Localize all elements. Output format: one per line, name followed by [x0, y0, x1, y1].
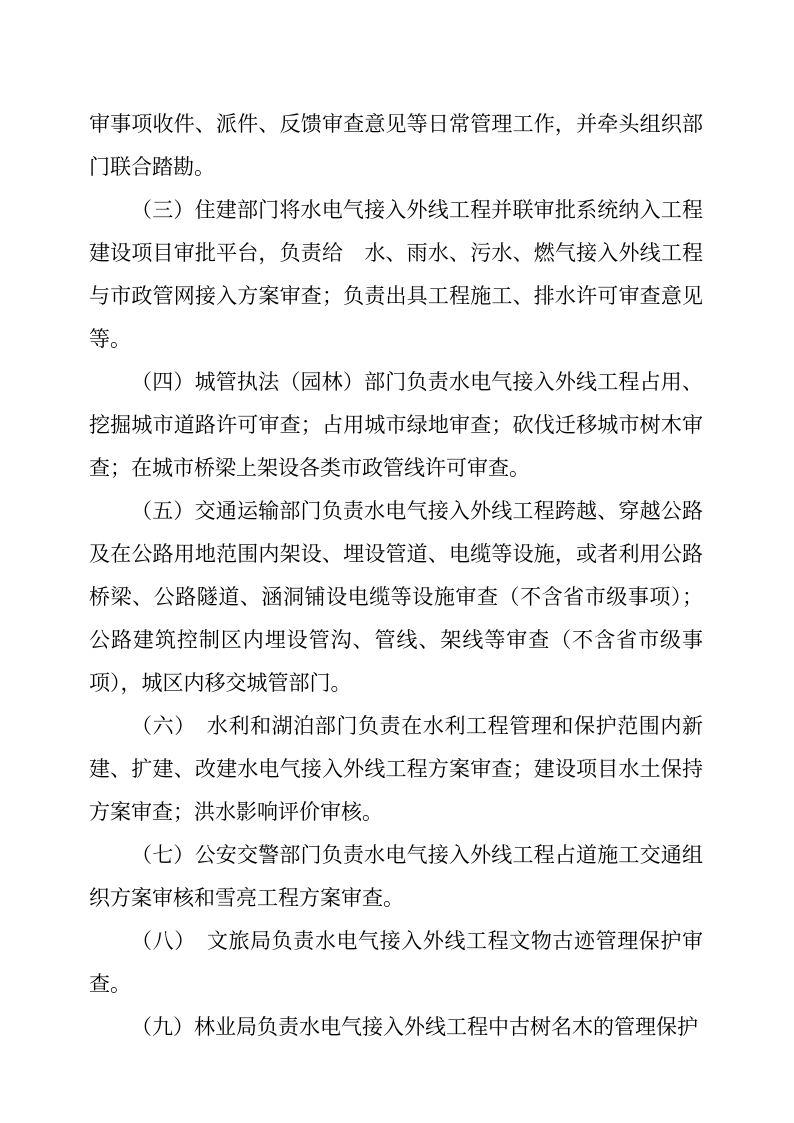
paragraph-item-6: （六） 水利和湖泊部门负责在水利工程管理和保护范围内新建、扩建、改建水电气接入外线工程方案审查；建设项目水土保持方案审查；洪水影响评价审核。 [89, 714, 703, 824]
paragraph-item-9: （九）林业局负责水电气接入外线工程中古树名木的管理保护 [131, 1015, 698, 1039]
paragraph-continuation: 审事项收件、派件、反馈审查意见等日常管理工作，并牵头组织部门联合踏勘。 [89, 112, 703, 179]
paragraph-item-8: （八） 文旅局负责水电气接入外线工程文物古迹管理保护审查。 [89, 929, 703, 996]
paragraph-item-3: （三）住建部门将水电气接入外线工程并联审批系统纳入工程建设项目审批平台，负责给 水、雨水、污水、燃气接入外线工程与市政管网接入方案审查；负责出具工程施工、排水许可审查意见等。 [89, 198, 703, 351]
page-content [89, 103, 703, 1049]
paragraph-item-7: （七）公安交警部门负责水电气接入外线工程占道施工交通组织方案审核和雪亮工程方案审查。 [89, 843, 703, 910]
paragraph-item-5: （五）交通运输部门负责水电气接入外线工程跨越、穿越公路及在公路用地范围内架设、埋设管道、电缆等设施，或者利用公路桥梁、公路隧道、涵洞铺设电缆等设施审查（不含省市级事项）；公路建筑控制区内埋设管沟、管线、架线等审查（不含省市级事项），城区内移交城管部门。 [89, 499, 703, 695]
paragraph-item-4: （四）城管执法（园林）部门负责水电气接入外线工程占用、挖掘城市道路许可审查；占用城市绿地审查；砍伐迁移城市树木审查；在城市桥梁上架设各类市政管线许可审查。 [89, 370, 703, 480]
